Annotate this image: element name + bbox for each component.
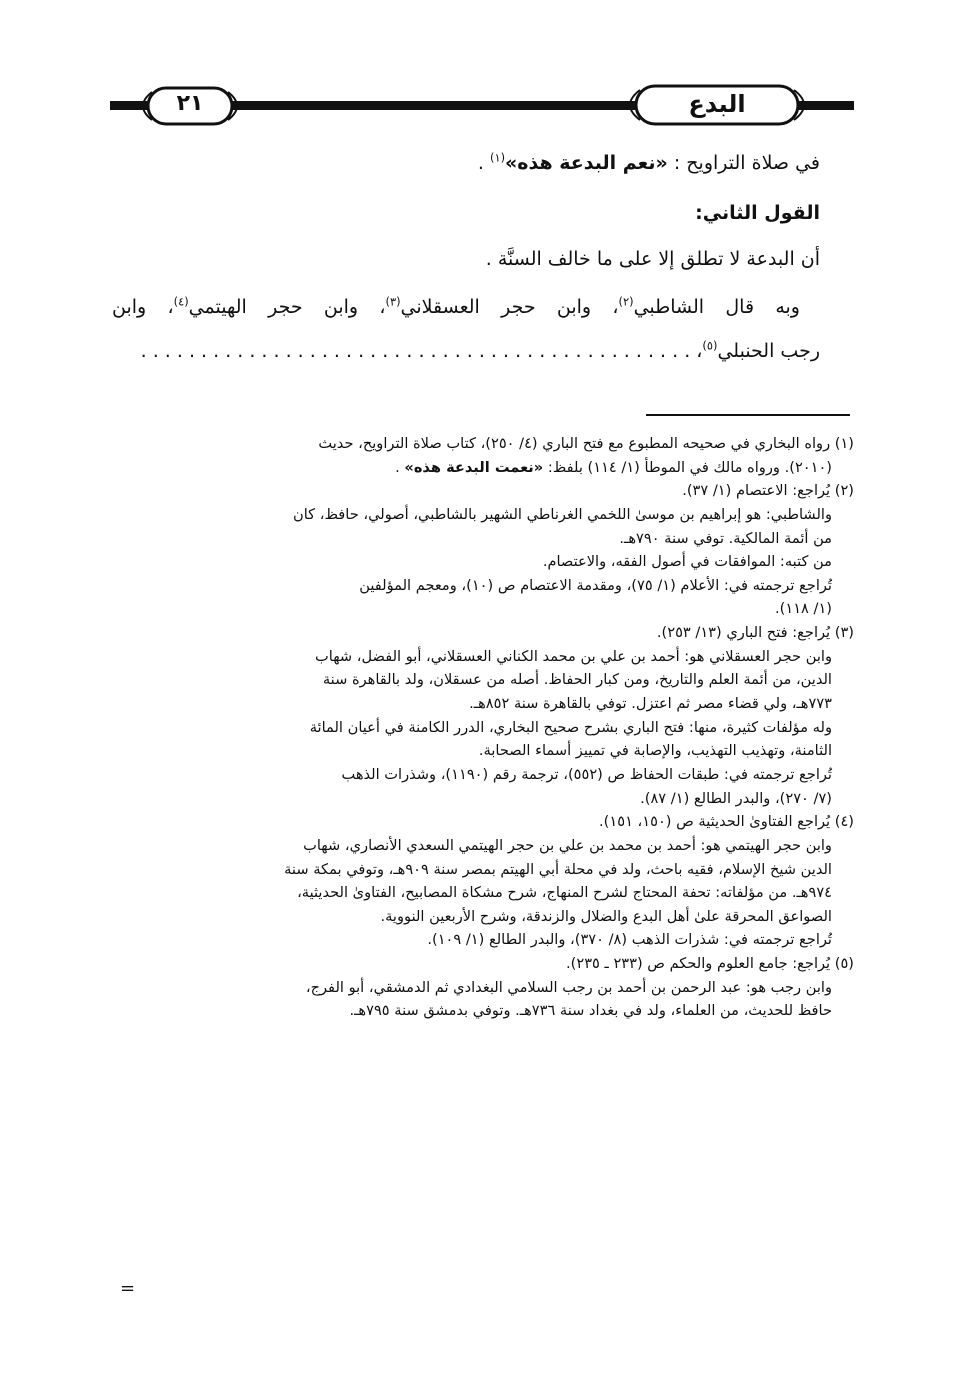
body-line-5 bbox=[112, 338, 820, 382]
footnote-ref-1: (١) bbox=[489, 150, 506, 165]
body-line-3: أن البدعة لا تطلق إلا على ما خالف السنَّة . bbox=[485, 248, 820, 270]
footnote-3 bbox=[112, 621, 854, 810]
fn4-line-3: الدين شيخ الإسلام، فقيه باحث، ولد في محلة أبي الهيتم بمصر سنة ٩٠٩هـ، وتوفي بمكة سنة bbox=[284, 860, 832, 878]
fn3-line-1: (٣) يُراجع: فتح الباري (١٣/ ٢٥٣). bbox=[656, 624, 854, 642]
line5-a: رجب الحنبلي bbox=[717, 340, 820, 362]
dot-leader: . . . . . . . . . . . . . . . . . . . . . . . . . . . . . . . . . . . . . . . . . . . . . . bbox=[140, 340, 691, 362]
fn4-line-6: تُراجع ترجمته في: شذرات الذهب (٨/ ٣٧٠)، والبدر الطالع (١/ ١٠٩). bbox=[427, 931, 832, 949]
fn2-line-4: من كتبه: الموافقات في أصول الفقه، والاعتصام. bbox=[542, 553, 832, 571]
chapter-title: البدع bbox=[688, 90, 746, 118]
body-line-1 bbox=[112, 150, 820, 200]
line5-b: ، bbox=[690, 340, 703, 362]
fn5-line-2: وابن رجب هو: عبد الرحمن بن أحمد بن رجب السلامي البغدادي ثم الدمشقي، أبو الفرج، bbox=[305, 978, 832, 996]
fn3-line-4: ٧٧٣هـ، ولي قضاء مصر ثم اعتزل. توفي بالقاهرة سنة ٨٥٢هـ. bbox=[469, 695, 832, 713]
fn1-line-2-a: (٢٠١٠). ورواه مالك في الموطأ (١/ ١١٤) بلفظ: bbox=[543, 458, 832, 476]
fn4-line-5: الصواعق المحرقة علىٰ أهل البدع والضلال والزندقة، وشرح الأربعين النووية. bbox=[380, 907, 832, 925]
line1-end: . bbox=[477, 152, 490, 174]
main-text bbox=[112, 150, 820, 382]
fn3-line-3: الدين، من أئمة العلم والتاريخ، ومن كبار الحفاظ. أصله من عسقلان، ولد بالقاهرة سنة bbox=[322, 671, 832, 689]
continuation-mark: = bbox=[120, 1278, 136, 1299]
section-heading: القول الثاني: bbox=[695, 202, 820, 224]
line4-b: ، وابن حجر العسقلاني bbox=[400, 296, 619, 318]
footnote-ref-3: (٣) bbox=[385, 294, 401, 309]
footnote-ref-4: (٤) bbox=[173, 294, 189, 309]
fn5-line-1: (٥) يُراجع: جامع العلوم والحكم ص (٢٣٣ ـ ٢٣٥). bbox=[566, 955, 854, 973]
fn2-line-2: والشاطبي: هو إبراهيم بن موسىٰ اللخمي الغرناطي الشهير بالشاطبي، أصولي، حافظ، كان bbox=[292, 505, 832, 523]
footnote-ref-2: (٢) bbox=[618, 294, 634, 309]
fn3-line-2: وابن حجر العسقلاني هو: أحمد بن علي بن محمد الكناني العسقلاني، أبو الفضل، شهاب bbox=[315, 647, 832, 665]
header-ornament bbox=[0, 0, 955, 140]
fn2-line-3: من أئمة المالكية. توفي سنة ٧٩٠هـ. bbox=[619, 529, 832, 547]
footnote-5 bbox=[112, 952, 854, 1023]
fn2-line-5: تُراجع ترجمته في: الأعلام (١/ ٧٥)، ومقدمة الاعتصام ص (١٠)، ومعجم المؤلفين bbox=[359, 576, 832, 594]
fn1-line-2-b: . bbox=[395, 458, 405, 476]
line4-d: ، وابن bbox=[112, 296, 174, 318]
footnote-1 bbox=[112, 432, 854, 479]
line1-text: في صلاة التراويح : bbox=[667, 152, 820, 174]
fn2-line-6: (١/ ١١٨). bbox=[775, 600, 832, 618]
line1-quote: «نعم البدعة هذه» bbox=[505, 152, 668, 174]
footnote-4 bbox=[112, 810, 854, 952]
body-line-4 bbox=[112, 294, 820, 338]
footnote-ref-5: (٥) bbox=[702, 338, 718, 353]
footnote-2 bbox=[112, 479, 854, 621]
fn1-line-1: (١) رواه البخاري في صحيحه المطبوع مع فتح الباري (٤/ ٢٥٠)، كتاب صلاة التراويح، حديث bbox=[318, 435, 854, 452]
line4-a: وبه قال الشاطبي bbox=[633, 296, 800, 318]
fn3-line-7: تُراجع ترجمته في: طبقات الحفاظ ص (٥٥٢)، ترجمة رقم (١١٩٠)، وشذرات الذهب bbox=[341, 765, 832, 783]
fn2-line-1: (٢) يُراجع: الاعتصام (١/ ٣٧). bbox=[682, 482, 854, 500]
fn4-line-2: وابن حجر الهيتمي هو: أحمد بن محمد بن علي بن حجر الهيتمي السعدي الأنصاري، شهاب bbox=[303, 836, 832, 854]
fn4-line-4: ٩٧٤هـ. من مؤلفاته: تحفة المحتاج لشرح المنهاج، شرح مشكاة المصابيح، الفتاوىٰ الحديثية، bbox=[297, 884, 832, 902]
fn1-quote: «نعمت البدعة هذه» bbox=[404, 458, 544, 476]
fn3-line-6: الثامنة، وتهذيب التهذيب، والإصابة في تمييز أسماء الصحابة. bbox=[478, 742, 832, 760]
footnotes bbox=[112, 432, 854, 1023]
fn5-line-3: حافظ للحديث، من العلماء، ولد في بغداد سنة ٧٣٦هـ. وتوفي بدمشق سنة ٧٩٥هـ. bbox=[349, 1002, 832, 1020]
line4-c: ، وابن حجر الهيتمي bbox=[188, 296, 386, 318]
page-number: ٢١ bbox=[176, 91, 204, 116]
fn4-line-1: (٤) يُراجع الفتاوىٰ الحديثية ص (١٥٠، ١٥١). bbox=[599, 813, 854, 831]
fn1-line-2 bbox=[112, 456, 854, 480]
footnote-separator bbox=[646, 414, 850, 416]
fn3-line-8: (٧/ ٢٧٠)، والبدر الطالع (١/ ٨٧). bbox=[640, 789, 832, 807]
fn3-line-5: وله مؤلفات كثيرة، منها: فتح الباري بشرح صحيح البخاري، الدرر الكامنة في أعيان المائة bbox=[309, 718, 832, 736]
